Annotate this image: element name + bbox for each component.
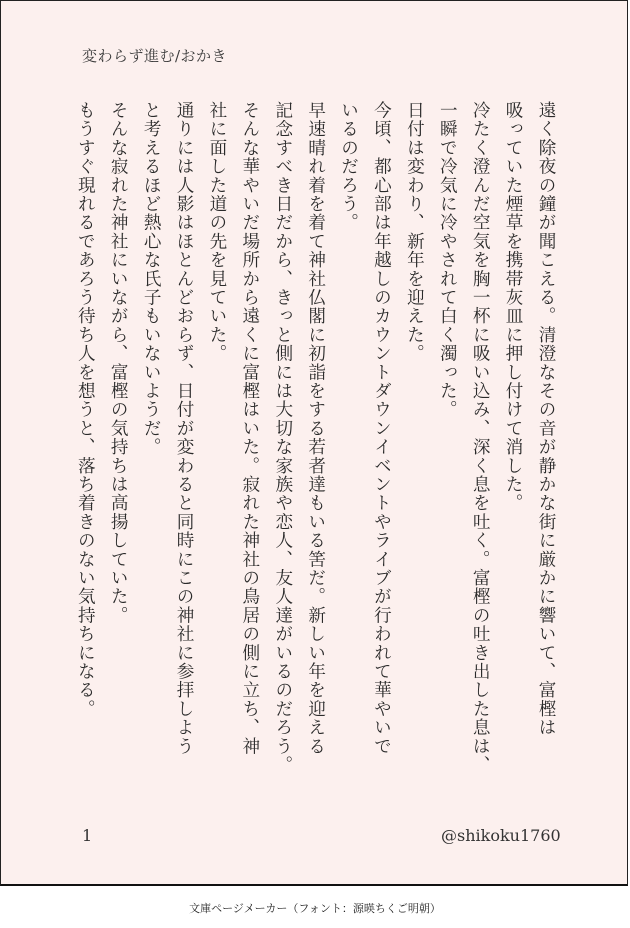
- body-line: 日付は変わり、新年を迎えた。: [404, 101, 425, 363]
- body-line: もうすぐ現れるであろう待ち人を想うと、落ち着きのない気持ちになる。: [75, 101, 96, 719]
- body-line: 社に面した道の先を見ていた。: [206, 101, 227, 363]
- story-title: 変わらず進む/おかき: [82, 47, 228, 65]
- body-line: 遠く除夜の鐘が聞こえる。清澄なその音が静かな街に厳かに響いて、富樫は: [536, 101, 556, 737]
- body-line: いるのだろう。: [338, 101, 359, 232]
- body-line: と考えるほど熱心な氏子もいないようだ。: [141, 101, 162, 457]
- body-line: 冷たく澄んだ空気を胸一杯に吸い込み、深く息を吐く。富樫の吐き出した息は、: [470, 101, 491, 775]
- body-line: 通りには人影はほとんどおらず、日付が変わると同時にこの神社に参拝しよう: [174, 101, 195, 756]
- author-handle: @shikoku1760: [441, 826, 561, 845]
- story-body: [68, 101, 562, 781]
- body-line: 今頃、都心部は年越しのカウントダウンイベントやライブが行われて華やいで: [371, 101, 392, 756]
- generator-credit: 文庫ページメーカー（フォント：源暎ちくご明朝）: [189, 902, 441, 915]
- body-line: 記念すべき日だから、きっと側には大切な家族や恋人、友人達がいるのだろう。: [272, 101, 293, 775]
- body-line: 早速晴れ着を着て神社仏閣に初詣をする若者達もいる筈だ。新しい年を迎える: [305, 101, 326, 756]
- page-number: 1: [82, 826, 93, 845]
- body-line: 吸っていた煙草を携帯灰皿に押し付けて消した。: [503, 101, 524, 513]
- body-line: そんな華やいだ場所から遠くに富樫はいた。寂れた神社の鳥居の側に立ち、神: [239, 101, 260, 756]
- body-line: そんな寂れた神社にいながら、富樫の気持ちは高揚していた。: [108, 101, 129, 625]
- body-line: 一瞬で冷気に冷やされて白く濁った。: [437, 101, 458, 419]
